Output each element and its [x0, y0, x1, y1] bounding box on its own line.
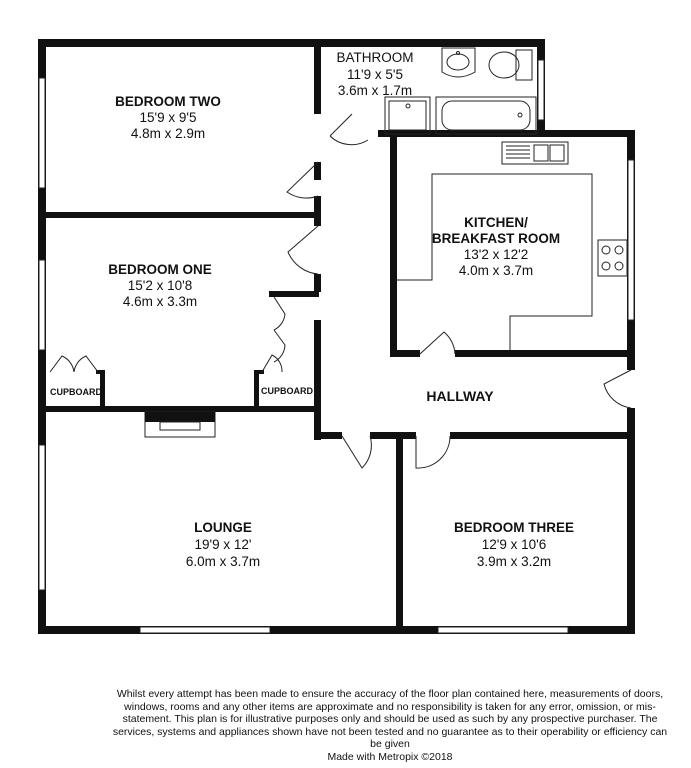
window-bedroom-one [39, 260, 45, 350]
window-bedroom-three [438, 627, 568, 633]
room-bedroom-three [454, 520, 574, 569]
bedroom-two-name: BEDROOM TWO [115, 94, 221, 109]
room-lounge [186, 520, 260, 569]
bathroom-metric: 3.6m x 1.7m [337, 83, 413, 98]
bathroom-name: BATHROOM [336, 50, 414, 65]
kitchen-metric: 4.0m x 3.7m [458, 263, 534, 278]
bedroom-two-imperial: 15'9 x 9'5 [139, 110, 197, 125]
window-lounge [39, 445, 45, 590]
window-bathroom [538, 60, 544, 120]
metropix-credit: Made with Metropix ©2018 [327, 750, 453, 763]
kitchen-name-line1: KITCHEN/ [464, 215, 528, 230]
bedroom-one-name: BEDROOM ONE [108, 262, 212, 277]
cupboard-left-label: CUPBOARD [49, 387, 103, 397]
kitchen-name-line2: BREAKFAST ROOM [431, 231, 561, 246]
bedroom-three-imperial: 12'9 x 10'6 [481, 537, 547, 552]
toilet-icon [516, 50, 532, 80]
room-bedroom-one [108, 262, 212, 309]
window-kitchen [628, 160, 634, 320]
lounge-metric: 6.0m x 3.7m [185, 554, 261, 569]
bedroom-one-imperial: 15'2 x 10'8 [127, 278, 193, 293]
bedroom-one-metric: 4.6m x 3.3m [122, 294, 198, 309]
hob-icon [598, 240, 627, 276]
bedroom-two-metric: 4.8m x 2.9m [130, 126, 206, 141]
bath-icon [436, 97, 536, 134]
cupboard-right-label: CUPBOARD [260, 386, 314, 396]
hallway-label: HALLWAY [426, 388, 494, 404]
room-bedroom-two [115, 94, 221, 141]
bedroom-three-name: BEDROOM THREE [453, 520, 575, 535]
shower-tray-icon [385, 97, 430, 134]
kitchen-imperial: 13'2 x 12'2 [463, 247, 529, 262]
room-kitchen [432, 215, 560, 278]
disclaimer-text: Whilst every attempt has been made to ensure the accuracy of the floor plan contained here, measurements of doors, windows, rooms and any other items are approximate and no responsibility is taken for any error, omission, or mis-statement. This plan is for illustrative purposes only and should be used as such by any prospective purchaser. The services, systems and appliances shown have not been tested and no guarantee as to their operability or efficiency can be given [112, 688, 668, 750]
window-lounge-bottom [140, 627, 270, 633]
disclaimer [110, 688, 670, 763]
lounge-imperial: 19'9 x 12' [194, 537, 252, 552]
lounge-name: LOUNGE [194, 520, 252, 535]
window-bedroom-two [39, 78, 45, 188]
bathroom-imperial: 11'9 x 5'5 [347, 67, 403, 82]
kitchen-worktop [397, 174, 592, 350]
bedroom-three-metric: 3.9m x 3.2m [476, 554, 552, 569]
room-bathroom [337, 50, 414, 98]
